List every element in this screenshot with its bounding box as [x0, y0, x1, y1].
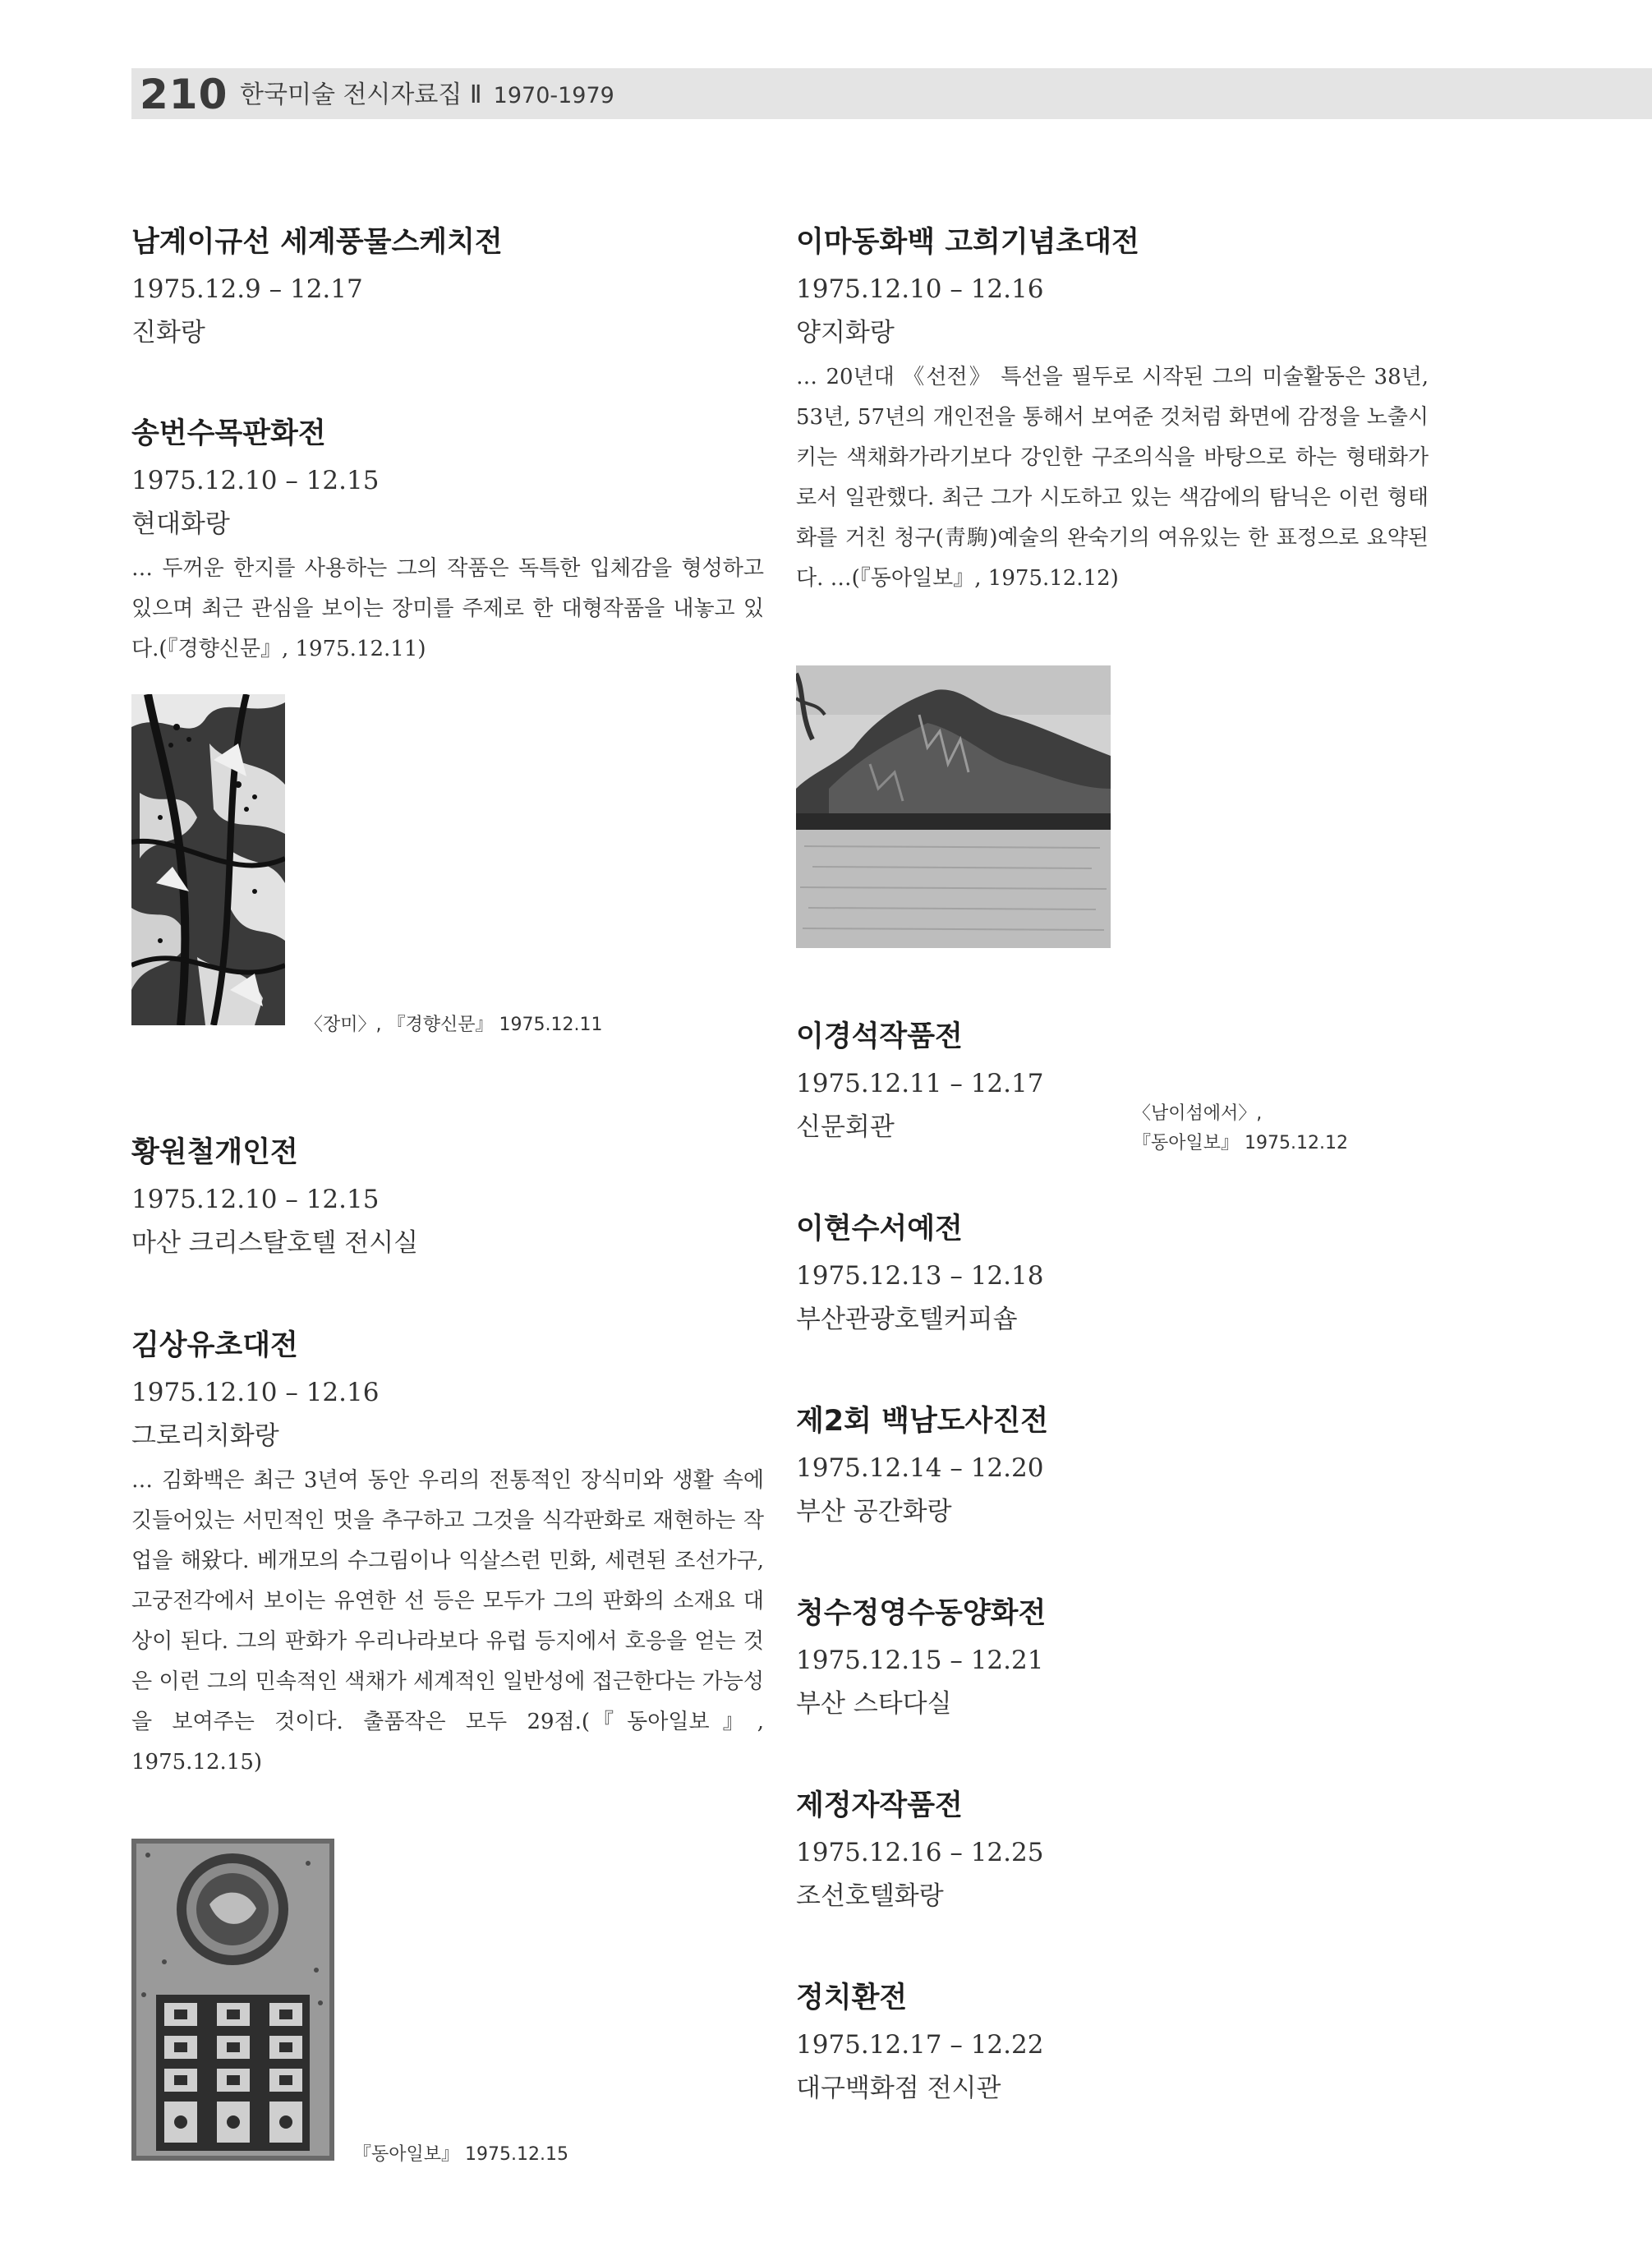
exhibition-venue: 조선호텔화랑: [796, 1881, 944, 1911]
exhibition-entry: [131, 1325, 764, 1783]
page-number: 210: [140, 71, 228, 118]
figure-caption: 『동아일보』 1975.12.15: [353, 2144, 568, 2165]
exhibition-entry: [796, 1208, 1429, 1342]
exhibition-venue: 부산관광호텔커피숍: [796, 1305, 1018, 1334]
exhibition-title: 이경석작품전: [796, 1020, 963, 1053]
exhibition-venue: 부산 스타다실: [796, 1689, 952, 1719]
exhibition-date: 1975.12.13 – 12.18: [796, 1261, 1044, 1291]
artwork-image-landscape: [796, 665, 1111, 948]
exhibition-title: 청수정영수동양화전: [796, 1597, 1047, 1630]
exhibition-date: 1975.12.17 – 12.22: [796, 2030, 1044, 2060]
exhibition-date: 1975.12.10 – 12.16: [131, 1378, 380, 1407]
exhibition-venue: 양지화랑: [796, 318, 895, 348]
book-title: [240, 77, 614, 114]
exhibition-date: 1975.12.9 – 12.17: [131, 274, 363, 304]
artwork-image-rose: [131, 694, 285, 1025]
exhibition-date: 1975.12.10 – 12.15: [131, 466, 380, 495]
exhibition-entry: [131, 222, 764, 355]
exhibition-venue: 진화랑: [131, 318, 205, 348]
exhibition-entry: [131, 1132, 764, 1265]
press-quote: … 두꺼운 한지를 사용하는 그의 작품은 독특한 입체감을 형성하고 있으며 최근 관심을 보이는 장미를 주제로 한 대형작품을 내놓고 있다.(『경향신문』, 1975.12.11): [131, 556, 764, 661]
exhibition-title: 제정자작품전: [796, 1789, 963, 1822]
exhibition-title: 정치환전: [796, 1982, 908, 2014]
exhibition-title: 이현수서예전: [796, 1213, 963, 1245]
exhibition-venue: 신문회관: [796, 1112, 895, 1142]
press-quote: … 20년대 《선전》 특선을 필두로 시작된 그의 미술활동은 38년, 53년, 57년의 개인전을 통해서 보여준 것처럼 화면에 감정을 노출시키는 색채화가라기보다 강인한 구조의식을 바탕으로 하는 형태화가로서 일관했다. 최근 그가 시도하고 있는 색감에의 탐닉은 이런 형태화를 거친 청구(靑駒)예술의 완숙기의 여유있는 한 표정으로 요약된다. …(『동아일보』, 1975.12.12): [796, 365, 1429, 591]
exhibition-date: 1975.12.15 – 12.21: [796, 1646, 1044, 1675]
figure-caption: 〈장미〉, 『경향신문』 1975.12.11: [305, 1015, 603, 1035]
exhibition-venue: 부산 공간화랑: [796, 1497, 952, 1526]
exhibition-date: 1975.12.10 – 12.16: [796, 274, 1044, 304]
exhibition-title: 남계이규선 세계풍물스케치전: [131, 226, 503, 259]
book-title-text: 한국미술 전시자료집 Ⅱ: [240, 81, 482, 109]
exhibition-venue: 대구백화점 전시관: [796, 2074, 1001, 2103]
exhibition-entry: [131, 413, 764, 670]
exhibition-date: 1975.12.11 – 12.17: [796, 1069, 1044, 1098]
exhibition-title: 황원철개인전: [131, 1136, 298, 1169]
exhibition-entry: [796, 1401, 1429, 1534]
exhibition-date: 1975.12.14 – 12.20: [796, 1453, 1044, 1483]
exhibition-date: 1975.12.10 – 12.15: [131, 1185, 380, 1214]
press-quote: … 김화백은 최근 3년여 동안 우리의 전통적인 장식미와 생활 속에 깃들어있는 서민적인 멋을 추구하고 그것을 식각판화로 재현하는 작업을 해왔다. 베개모의 수그림이나 익살스런 민화, 세련된 조선가구, 고궁전각에서 보이는 유연한 선 등은 모두가 그의 판화의 소재요 대상이 된다. 그의 판화가 우리나라보다 유럽 등지에서 호응을 얻는 것은 이런 그의 민속적인 색채가 세계적인 일반성에 접근한다는 가능성을 보여주는 것이다. 출품작은 모두 29점.(『동아일보』, 1975.12.15): [131, 1468, 764, 1775]
figure-caption: 『동아일보』 1975.12.12: [1133, 1133, 1348, 1153]
exhibition-entry: [796, 1593, 1429, 1726]
figure-caption: 〈남이섬에서〉,: [1133, 1103, 1263, 1124]
exhibition-entry: [796, 222, 1429, 599]
exhibition-venue: 마산 크리스탈호텔 전시실: [131, 1228, 419, 1258]
exhibition-venue: 그로리치화랑: [131, 1421, 279, 1451]
exhibition-entry: [796, 1016, 1429, 1149]
artwork-image-etching: [131, 1839, 334, 2161]
book-years: 1970-1979: [493, 83, 614, 108]
exhibition-title: 이마동화백 고희기념초대전: [796, 226, 1139, 259]
exhibition-title: 송번수목판화전: [131, 417, 326, 450]
exhibition-venue: 현대화랑: [131, 509, 230, 539]
exhibition-title: 김상유초대전: [131, 1329, 298, 1362]
exhibition-title: 제2회 백남도사진전: [796, 1405, 1049, 1438]
exhibition-entry: [796, 1977, 1429, 2111]
exhibition-date: 1975.12.16 – 12.25: [796, 1838, 1044, 1867]
exhibition-entry: [796, 1785, 1429, 1918]
